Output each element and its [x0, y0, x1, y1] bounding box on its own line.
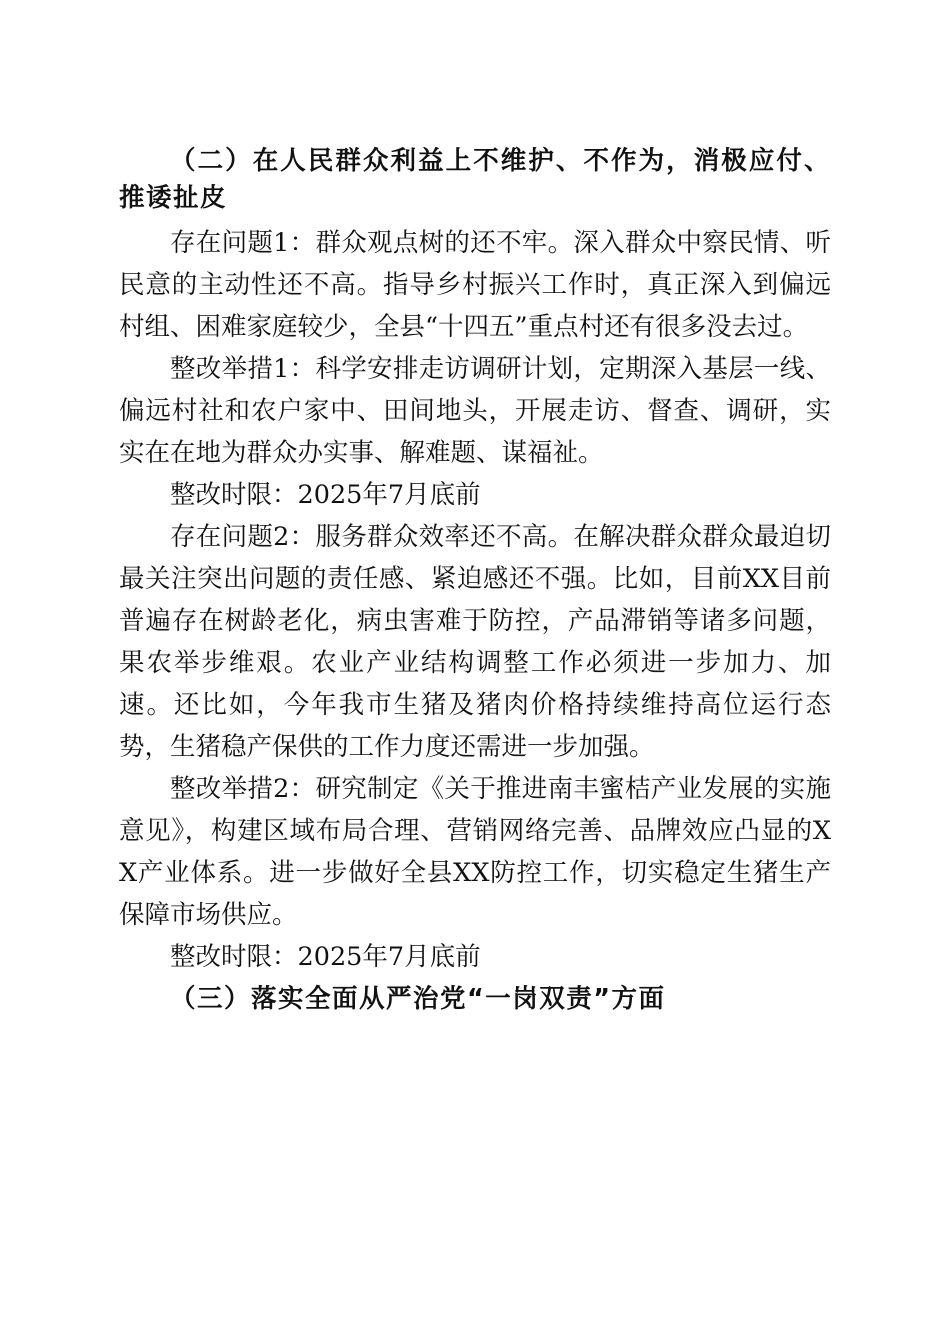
- problem-1-paragraph: 存在问题1：群众观点树的还不牢。深入群众中察民情、听民意的主动性还不高。指导乡村振兴工作时，真正深入到偏远村组、困难家庭较少，全县“十四五”重点村还有很多没去过。: [119, 228, 831, 342]
- deadline-2-paragraph: 整改时限：2025年7月底前: [170, 942, 481, 972]
- section-heading-2: （二）在人民群众利益上不维护、不作为，消极应付、推诿扯皮: [119, 146, 831, 213]
- measure-2-paragraph: 整改举措2：研究制定《关于推进南丰蜜桔产业发展的实施意见》，构建区域布局合理、营销网络完善、品牌效应凸显的XX产业体系。进一步做好全县XX防控工作，切实稳定生猪生产保障市场供应。: [119, 774, 831, 930]
- section-heading-3: （三）落实全面从严治党“一岗双责”方面: [170, 984, 666, 1014]
- document-body: [119, 143, 831, 1020]
- deadline-1-paragraph: 整改时限：2025年7月底前: [170, 480, 481, 510]
- measure-1-paragraph: 整改举措1：科学安排走访调研计划，定期深入基层一线、偏远村社和农户家中、田间地头，开展走访、督查、调研，实实在在地为群众办实事、解难题、谋福祉。: [119, 354, 831, 468]
- problem-2-paragraph: 存在问题2：服务群众效率还不高。在解决群众群众最迫切最关注突出问题的责任感、紧迫感还不强。比如，目前XX目前普遍存在树龄老化，病虫害难于防控，产品滞销等诸多问题，果农举步维艰。农业产业结构调整工作必须进一步加力、加速。还比如，今年我市生猪及猪肉价格持续维持高位运行态势，生猪稳产保供的工作力度还需进一步加强。: [119, 522, 831, 762]
